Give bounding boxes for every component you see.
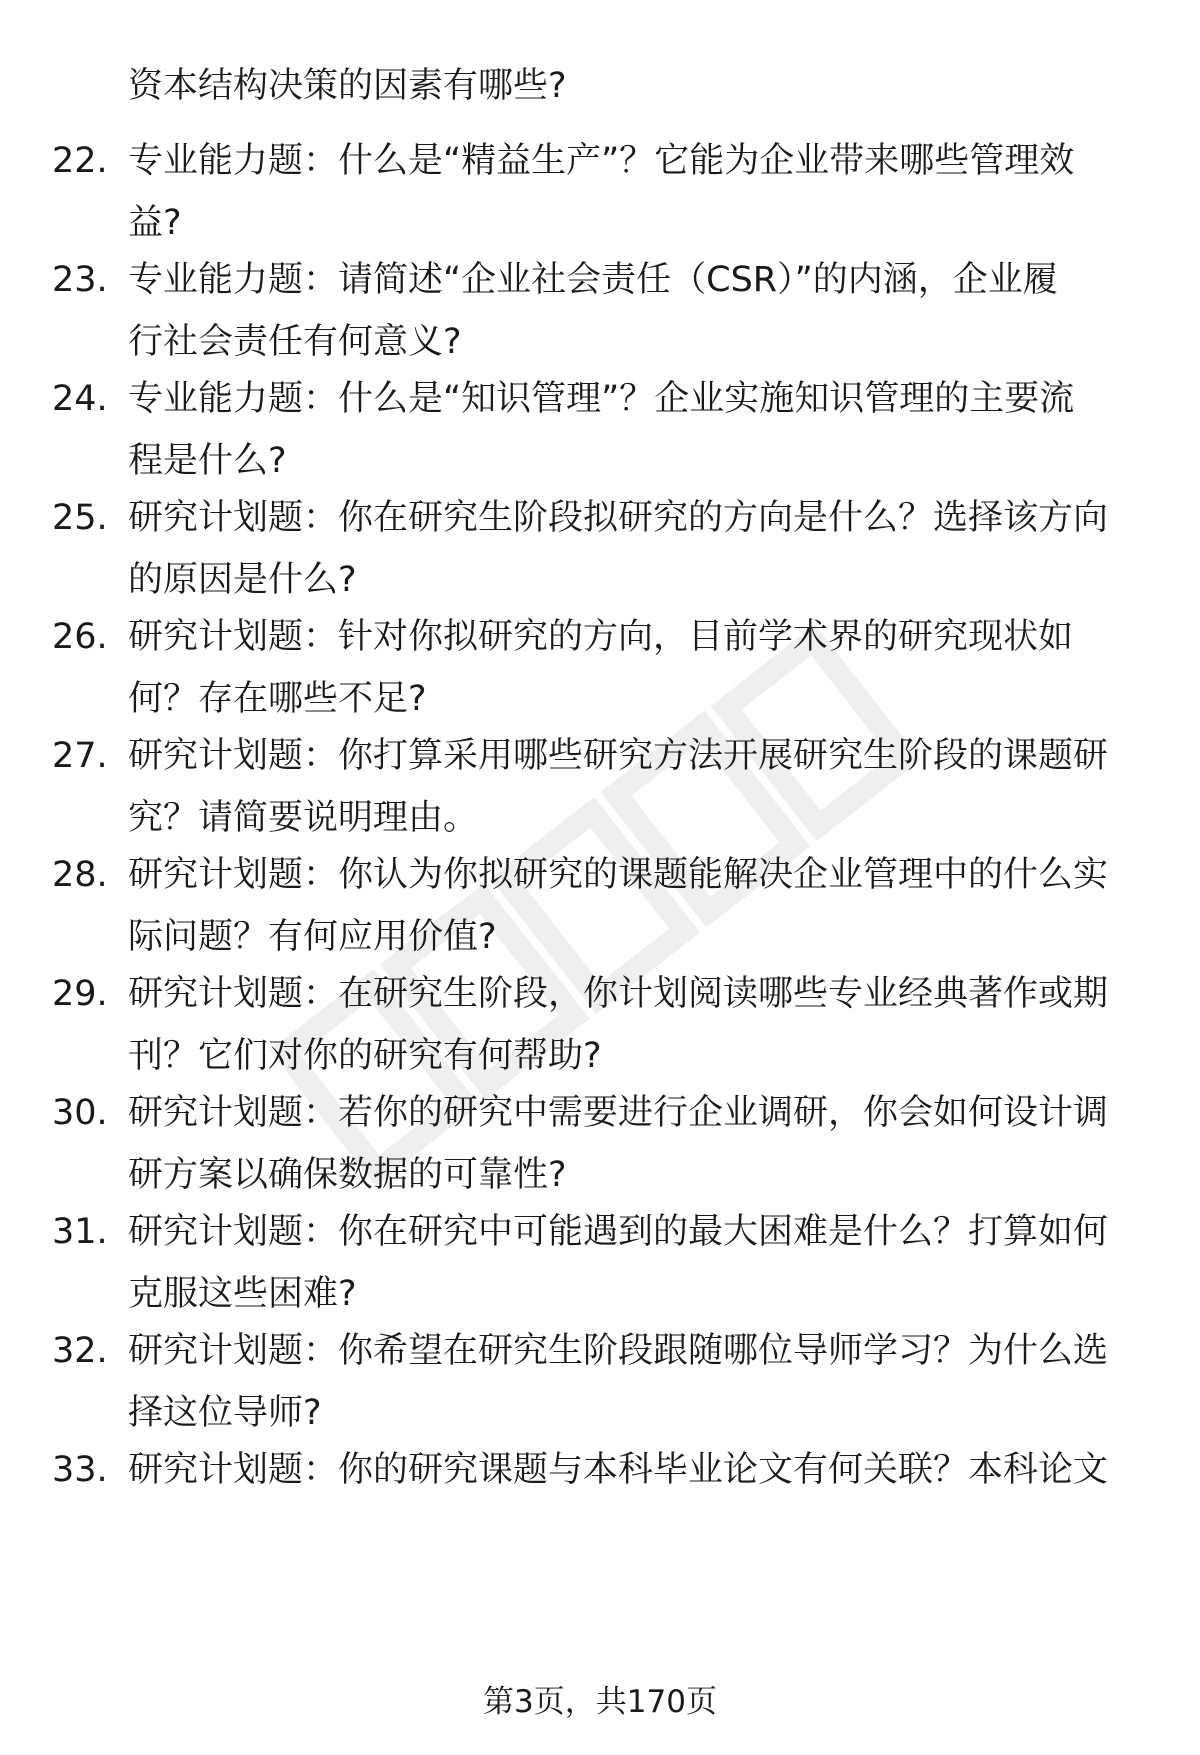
question-number: 26. <box>52 617 108 657</box>
continued-question-text: 资本结构决策的因素有哪些? <box>128 66 567 106</box>
question-text-line: 研究计划题：你在研究生阶段拟研究的方向是什么？选择该方向 <box>128 498 1109 538</box>
question-text <box>128 487 1148 611</box>
question-number: 27. <box>52 736 108 776</box>
question-text-line: 研究计划题：你在研究中可能遇到的最大困难是什么？打算如何 <box>128 1212 1109 1252</box>
question-text-line: 研究计划题：你认为你拟研究的课题能解决企业管理中的什么实 <box>128 855 1109 895</box>
question-text <box>128 130 1148 254</box>
question-text-line: 究？请简要说明理由。 <box>128 798 479 838</box>
question-text-line: 益? <box>128 203 182 243</box>
question-number: 33. <box>52 1450 108 1490</box>
question-number: 28. <box>52 855 108 895</box>
question-number: 30. <box>52 1093 108 1133</box>
question-text <box>128 1439 1148 1501</box>
question-text-line: 研究计划题：你的研究课题与本科毕业论文有何关联？本科论文 <box>128 1450 1109 1490</box>
question-text <box>128 249 1148 373</box>
question-number: 24. <box>52 379 108 419</box>
question-text-line: 专业能力题：什么是“知识管理”？企业实施知识管理的主要流 <box>128 379 1075 419</box>
question-text-line: 行社会责任有何意义? <box>128 322 462 362</box>
question-text <box>128 1201 1148 1325</box>
question-text <box>128 725 1148 849</box>
question-text <box>128 1082 1148 1206</box>
question-text-line: 研究计划题：针对你拟研究的方向，目前学术界的研究现状如 <box>128 617 1074 657</box>
question-text <box>128 844 1148 968</box>
question-text-line: 研究计划题：你打算采用哪些研究方法开展研究生阶段的课题研 <box>128 736 1109 776</box>
question-number: 32. <box>52 1331 108 1371</box>
question-text <box>128 606 1148 730</box>
question-text-line: 际问题？有何应用价值? <box>128 917 497 957</box>
question-text-line: 何？存在哪些不足? <box>128 679 427 719</box>
question-text-line: 克服这些困难? <box>128 1274 357 1314</box>
question-text <box>128 1320 1148 1444</box>
question-text-line: 研究计划题：若你的研究中需要进行企业调研，你会如何设计调 <box>128 1093 1109 1133</box>
question-text-line: 专业能力题：请简述“企业社会责任（CSR）”的内涵，企业履 <box>128 260 1058 300</box>
question-number: 22. <box>52 141 108 181</box>
question-text <box>128 368 1148 492</box>
question-text-line: 专业能力题：什么是“精益生产”？它能为企业带来哪些管理效 <box>128 141 1075 181</box>
question-text-line: 刊？它们对你的研究有何帮助? <box>128 1036 602 1076</box>
question-number: 29. <box>52 974 108 1014</box>
question-number: 31. <box>52 1212 108 1252</box>
question-text-line: 择这位导师? <box>128 1393 322 1433</box>
question-text-line: 的原因是什么? <box>128 560 357 600</box>
question-text-line: 研究计划题：你希望在研究生阶段跟随哪位导师学习？为什么选 <box>128 1331 1109 1371</box>
page-number-footer: 第3页，共170页 <box>483 1684 717 1720</box>
question-text-line: 研方案以确保数据的可靠性? <box>128 1155 567 1195</box>
question-text-line: 程是什么? <box>128 441 287 481</box>
question-text <box>128 963 1148 1087</box>
question-number: 23. <box>52 260 108 300</box>
question-text-line: 研究计划题：在研究生阶段，你计划阅读哪些专业经典著作或期 <box>128 974 1109 1014</box>
question-number: 25. <box>52 498 108 538</box>
